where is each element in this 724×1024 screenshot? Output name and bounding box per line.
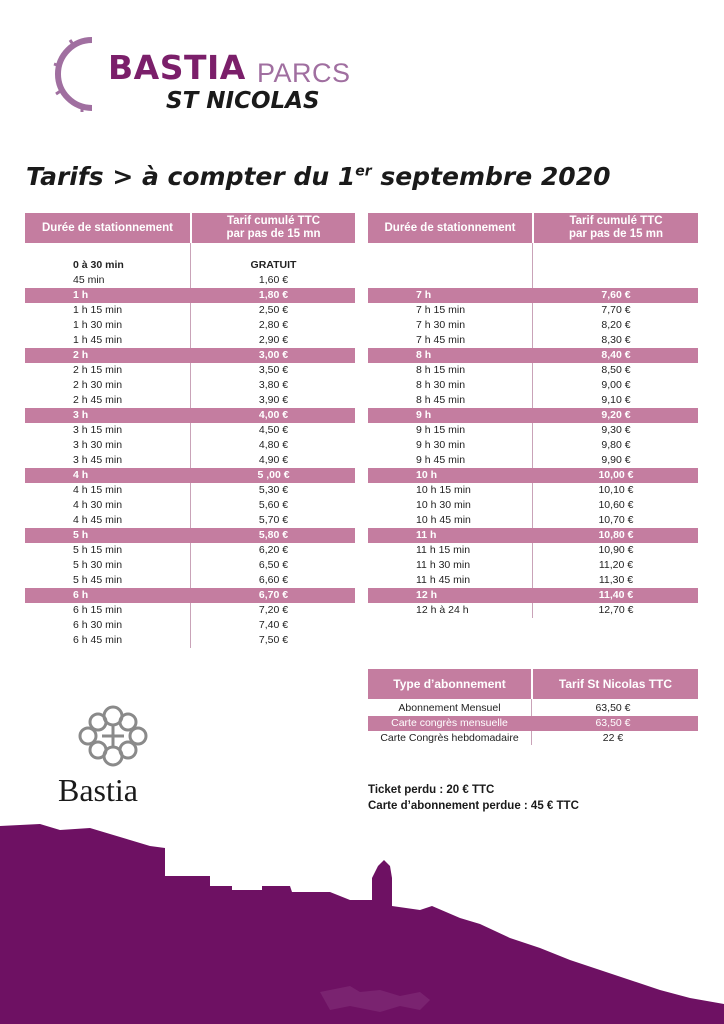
- price-cell: 10,00 €: [598, 469, 634, 481]
- price-cell: 10,80 €: [598, 529, 634, 541]
- duration-cell: 6 h 30 min: [73, 619, 123, 631]
- title-main: Tarifs > à compter du 1: [26, 162, 356, 191]
- duration-cell: 2 h: [73, 349, 89, 361]
- subscription-header-type: [368, 669, 531, 699]
- duration-cell: 4 h: [73, 469, 89, 481]
- price-cell: 5,60 €: [258, 499, 289, 511]
- duration-cell: 5 h 45 min: [73, 574, 123, 586]
- table-row: [25, 633, 355, 648]
- right-header-price-line2: par pas de 15 mn: [569, 228, 663, 240]
- price-cell: 3,80 €: [258, 379, 289, 391]
- table-row: [25, 303, 355, 318]
- lost-ticket-note: Ticket perdu : 20 € TTC: [368, 784, 495, 796]
- price-cell: 9,00 €: [601, 379, 631, 391]
- price-cell: 11,30 €: [598, 574, 634, 586]
- price-cell: 11,20 €: [598, 559, 634, 571]
- duration-cell: 9 h 45 min: [416, 454, 466, 466]
- price-cell: 5,30 €: [258, 484, 289, 496]
- duration-cell: 11 h: [416, 529, 437, 541]
- price-cell: 8,30 €: [601, 334, 631, 346]
- table-row: [368, 573, 698, 588]
- table-row: [25, 288, 355, 303]
- duration-cell: 45 min: [73, 274, 105, 286]
- title-sup: er: [355, 163, 372, 180]
- table-row: [368, 513, 698, 528]
- price-cell: 5,80 €: [258, 529, 289, 541]
- duration-cell: 11 h 45 min: [416, 574, 471, 586]
- table-row: [368, 468, 698, 483]
- lost-items-notes: [368, 782, 579, 814]
- table-row: [368, 318, 698, 333]
- price-cell: 5 ,00 €: [257, 469, 290, 481]
- price-cell: 4,80 €: [258, 439, 289, 451]
- table-row: [25, 378, 355, 393]
- table-row: [368, 348, 698, 363]
- price-cell: 4,50 €: [258, 424, 289, 436]
- table-row: [368, 378, 698, 393]
- table-row: [368, 588, 698, 603]
- brand-logo: [52, 34, 352, 114]
- table-row: [368, 333, 698, 348]
- price-cell: 10,70 €: [598, 514, 634, 526]
- duration-cell: 6 h: [73, 589, 89, 601]
- duration-cell: 10 h 45 min: [416, 514, 471, 526]
- table-row: [368, 423, 698, 438]
- duration-cell: 9 h 15 min: [416, 424, 466, 436]
- price-cell: 3,90 €: [258, 394, 289, 406]
- subscription-header-price-label: Tarif St Nicolas TTC: [558, 677, 673, 691]
- price-cell: 1,80 €: [258, 289, 289, 301]
- duration-cell: 2 h 15 min: [73, 364, 123, 376]
- left-header-price-line2: par pas de 15 mn: [226, 228, 321, 240]
- right-header-price: [534, 213, 698, 243]
- price-cell: 6,50 €: [258, 559, 289, 571]
- subscription-type-cell: Carte congrès mensuelle: [391, 717, 508, 729]
- duration-cell: 1 h: [73, 289, 89, 301]
- price-cell: 6,20 €: [258, 544, 289, 556]
- duration-cell: 11 h 30 min: [416, 559, 471, 571]
- table-row: [368, 483, 698, 498]
- duration-cell: 8 h 45 min: [416, 394, 466, 406]
- price-cell: 8,40 €: [601, 349, 631, 361]
- price-cell: 5,70 €: [258, 514, 289, 526]
- duration-cell: 5 h 30 min: [73, 559, 123, 571]
- price-cell: 3,00 €: [258, 349, 289, 361]
- table-row: [25, 618, 355, 633]
- duration-cell: 6 h 15 min: [73, 604, 123, 616]
- duration-cell: 7 h 30 min: [416, 319, 466, 331]
- price-cell: 8,20 €: [601, 319, 631, 331]
- table-row: [368, 303, 698, 318]
- price-cell: 3,50 €: [258, 364, 289, 376]
- city-skyline-illustration: [0, 820, 724, 1024]
- subscription-price-cell: 63,50 €: [595, 717, 631, 729]
- duration-cell: 3 h 15 min: [73, 424, 123, 436]
- duration-cell: 9 h: [416, 409, 432, 421]
- price-cell: 6,70 €: [258, 589, 289, 601]
- table-row: [368, 438, 698, 453]
- price-cell: 7,50 €: [258, 634, 289, 646]
- table-row: [368, 288, 698, 303]
- duration-cell: 3 h 30 min: [73, 439, 123, 451]
- duration-cell: 2 h 45 min: [73, 394, 123, 406]
- table-row: [25, 333, 355, 348]
- price-cell: 4,90 €: [258, 454, 289, 466]
- duration-cell: 5 h 15 min: [73, 544, 123, 556]
- price-cell: 1,60 €: [258, 274, 289, 286]
- duration-cell: 5 h: [73, 529, 89, 541]
- subscription-row: [368, 731, 698, 746]
- price-cell: 4,00 €: [258, 409, 289, 421]
- duration-cell: 6 h 45 min: [73, 634, 123, 646]
- subscription-row: [368, 701, 698, 716]
- duration-cell: 11 h 15 min: [416, 544, 471, 556]
- left-header-price-line1: Tarif cumulé TTC: [226, 215, 321, 227]
- left-header-duration: [25, 213, 190, 243]
- price-cell: 10,10 €: [598, 484, 634, 496]
- table-row: [25, 513, 355, 528]
- table-row: [25, 408, 355, 423]
- price-cell: 11,40 €: [598, 589, 634, 601]
- lost-card-note: Carte d’abonnement perdue : 45 € TTC: [368, 800, 579, 812]
- table-row: [25, 573, 355, 588]
- table-row: [25, 438, 355, 453]
- duration-cell: 10 h 15 min: [416, 484, 471, 496]
- table-row: [25, 468, 355, 483]
- right-header-duration: [368, 213, 532, 243]
- table-row: [25, 588, 355, 603]
- logo-suffix-text: PARCS: [257, 58, 351, 88]
- price-cell: 9,20 €: [601, 409, 631, 421]
- subscription-type-cell: Abonnement Mensuel: [398, 702, 501, 714]
- logo-brand-text: BASTIA: [108, 48, 246, 87]
- duration-cell: 8 h: [416, 349, 432, 361]
- duration-cell: 8 h 30 min: [416, 379, 466, 391]
- table-row: [368, 393, 698, 408]
- title-end: septembre 2020: [371, 162, 611, 191]
- duration-cell: 4 h 30 min: [73, 499, 123, 511]
- price-cell: 6,60 €: [258, 574, 289, 586]
- subscription-type-cell: Carte Congrès hebdomadaire: [380, 732, 519, 744]
- table-row: [25, 318, 355, 333]
- table-row: [368, 363, 698, 378]
- left-header-price: [192, 213, 355, 243]
- price-cell: 7,20 €: [258, 604, 289, 616]
- table-row: [368, 558, 698, 573]
- duration-cell: 3 h: [73, 409, 89, 421]
- duration-cell: 7 h: [416, 289, 432, 301]
- price-cell: 12,70 €: [598, 604, 634, 616]
- table-row: [368, 498, 698, 513]
- logo-site-text: ST NICOLAS: [166, 88, 320, 114]
- right-header-duration-label: Durée de stationnement: [384, 221, 516, 234]
- price-cell: 7,60 €: [601, 289, 631, 301]
- table-row: [25, 603, 355, 618]
- subscription-price-cell: 22 €: [602, 732, 624, 744]
- price-cell: 9,90 €: [601, 454, 631, 466]
- table-row: [368, 543, 698, 558]
- table-row: [25, 483, 355, 498]
- table-row: [25, 348, 355, 363]
- duration-cell: 2 h 30 min: [73, 379, 123, 391]
- duration-cell: 3 h 45 min: [73, 454, 123, 466]
- duration-cell: 12 h: [416, 589, 438, 601]
- subscription-price-cell: 63,50 €: [595, 702, 631, 714]
- price-cell: 2,50 €: [258, 304, 289, 316]
- price-cell: 9,10 €: [601, 394, 631, 406]
- page-title: [26, 162, 610, 191]
- duration-cell: 9 h 30 min: [416, 439, 466, 451]
- duration-cell: 12 h à 24 h: [416, 604, 469, 616]
- right-header-price-line1: Tarif cumulé TTC: [569, 215, 663, 227]
- duration-cell: 1 h 30 min: [73, 319, 123, 331]
- price-cell: 2,90 €: [258, 334, 289, 346]
- table-row: [25, 273, 355, 288]
- table-row: [25, 393, 355, 408]
- table-row: [25, 498, 355, 513]
- subscription-header-type-label: Type d’abonnement: [393, 677, 506, 691]
- price-cell: GRATUIT: [250, 259, 297, 271]
- price-cell: 9,80 €: [601, 439, 631, 451]
- price-cell: 10,90 €: [598, 544, 634, 556]
- table-row: [25, 558, 355, 573]
- table-row: [368, 453, 698, 468]
- duration-cell: 8 h 15 min: [416, 364, 466, 376]
- duration-cell: 0 à 30 min: [73, 259, 124, 271]
- table-row: [25, 423, 355, 438]
- duration-cell: 7 h 15 min: [416, 304, 466, 316]
- duration-cell: 1 h 45 min: [73, 334, 123, 346]
- left-header-duration-label: Durée de stationnement: [42, 221, 173, 234]
- duration-cell: 7 h 45 min: [416, 334, 466, 346]
- duration-cell: 4 h 15 min: [73, 484, 123, 496]
- table-row: [25, 258, 355, 273]
- table-row: [368, 408, 698, 423]
- subscription-header-price: [533, 669, 698, 699]
- price-cell: 10,60 €: [598, 499, 634, 511]
- table-row: [25, 543, 355, 558]
- table-row: [25, 453, 355, 468]
- duration-cell: 10 h 30 min: [416, 499, 471, 511]
- duration-cell: 1 h 15 min: [73, 304, 123, 316]
- price-cell: 9,30 €: [601, 424, 631, 436]
- table-row: [25, 363, 355, 378]
- city-logo-text: Bastia: [58, 772, 138, 808]
- table-row: [368, 528, 698, 543]
- table-row: [25, 528, 355, 543]
- price-cell: 8,50 €: [601, 364, 631, 376]
- clock-icon: [52, 34, 112, 114]
- subscription-row: [368, 716, 698, 731]
- table-row: [368, 603, 698, 618]
- price-cell: 2,80 €: [258, 319, 289, 331]
- price-cell: 7,70 €: [601, 304, 631, 316]
- price-cell: 7,40 €: [258, 619, 289, 631]
- duration-cell: 10 h: [416, 469, 438, 481]
- duration-cell: 4 h 45 min: [73, 514, 123, 526]
